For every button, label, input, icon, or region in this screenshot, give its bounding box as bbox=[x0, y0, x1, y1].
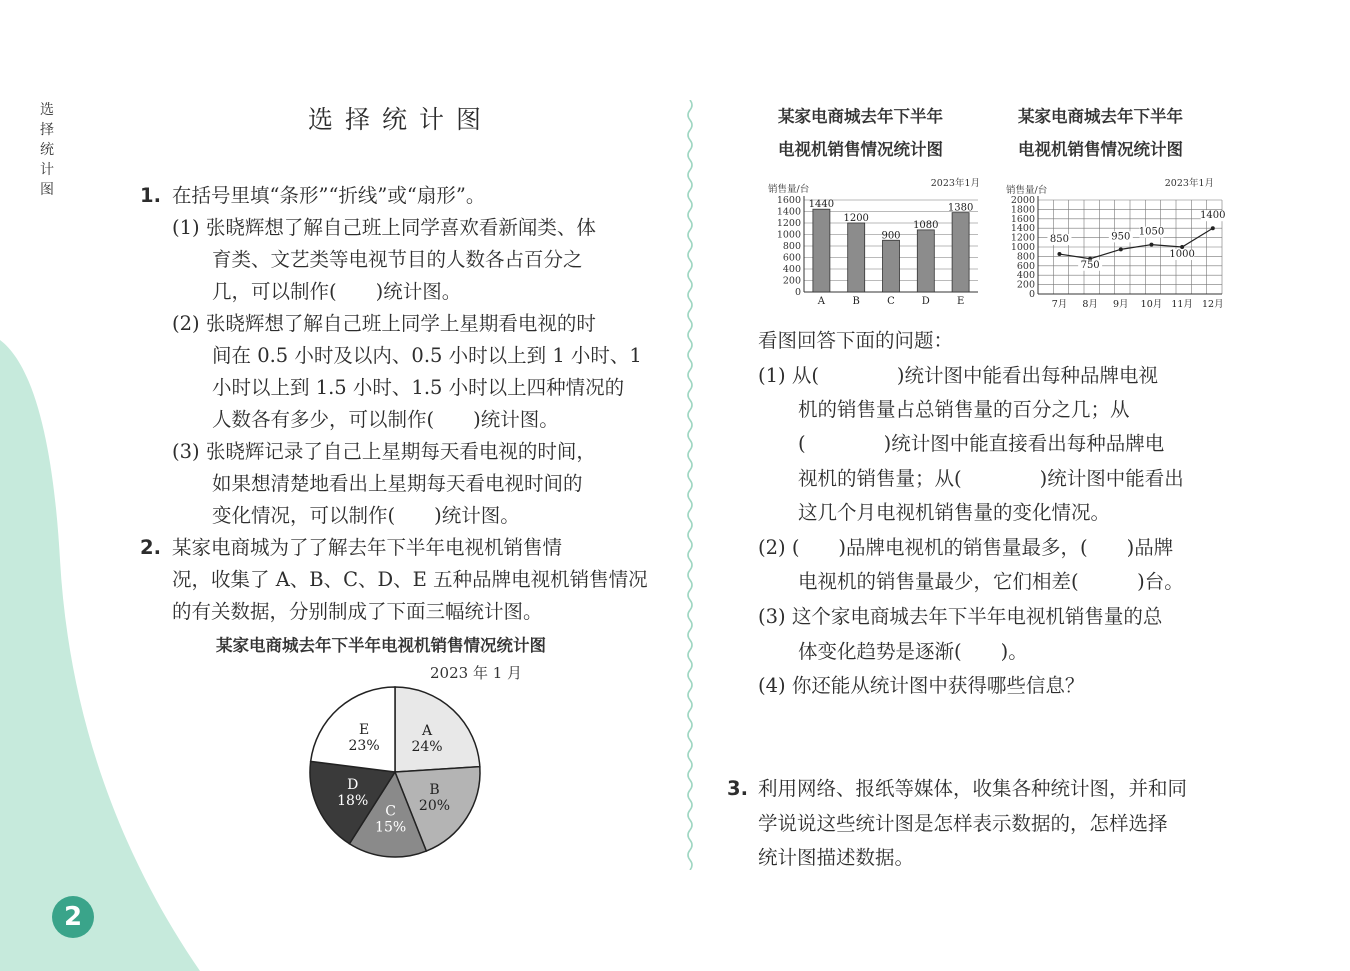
pie-label-percent: 15% bbox=[375, 819, 407, 836]
text-line: 机的销售量占总销售量的百分之几；从 bbox=[798, 398, 1130, 421]
bar-chart-ytick: 600 bbox=[782, 252, 801, 264]
line-chart-ytick: 800 bbox=[1016, 251, 1035, 263]
page-divider bbox=[684, 100, 696, 870]
bar-chart-date: 2023年1月 bbox=[930, 178, 980, 189]
line-chart-ytick: 600 bbox=[1016, 260, 1035, 272]
bar-chart-title-line-1: 某家电商城去年下半年 bbox=[778, 107, 943, 126]
text-line: 电视机的销售量最少，它们相差( )台。 bbox=[798, 570, 1184, 593]
bar-value-label: 1080 bbox=[913, 219, 939, 231]
pie-label-category: E bbox=[358, 721, 370, 738]
pie-label-percent: 18% bbox=[337, 792, 369, 809]
question-1-number: 1. bbox=[140, 184, 161, 207]
line-value-label: 950 bbox=[1111, 231, 1131, 243]
pie-slice-E bbox=[311, 687, 395, 772]
line-chart-ytick: 1200 bbox=[1010, 232, 1035, 244]
bar-C bbox=[883, 240, 900, 292]
line-chart-ytick: 1800 bbox=[1010, 204, 1035, 216]
pie-label-percent: 20% bbox=[418, 798, 451, 815]
question-2-number: 2. bbox=[140, 536, 161, 559]
text-line: (1) 张晓辉想了解自己班上同学喜欢看新闻类、体 bbox=[172, 216, 596, 239]
text-line: 如果想清楚地看出上星期每天看电视时间的 bbox=[212, 472, 583, 495]
text-line: 利用网络、报纸等媒体，收集各种统计图，并和同 bbox=[758, 777, 1188, 800]
line-category-label: 12月 bbox=[1202, 299, 1224, 310]
line-chart-ytick: 1000 bbox=[1010, 242, 1035, 253]
line-point bbox=[1119, 247, 1123, 251]
bar-chart-ytick: 1400 bbox=[776, 206, 801, 218]
pie-chart bbox=[300, 680, 490, 860]
side-tab-char: 择 bbox=[40, 122, 54, 138]
text-line: 看图回答下面的问题： bbox=[758, 329, 954, 352]
bar-chart-ytick: 200 bbox=[782, 275, 801, 287]
line-chart-ytick: 0 bbox=[1028, 289, 1035, 300]
text-line: (4) 你还能从统计图中获得哪些信息？ bbox=[758, 674, 1085, 697]
bar-category-label: B bbox=[852, 296, 860, 307]
bar-chart bbox=[760, 172, 985, 312]
line-value-label: 750 bbox=[1080, 259, 1100, 271]
text-line: 视机的销售量；从( )统计图中能看出 bbox=[798, 467, 1184, 490]
bar-category-label: E bbox=[956, 296, 965, 307]
bar-chart-ytick: 1200 bbox=[776, 218, 801, 229]
pie-label-category: B bbox=[429, 782, 440, 799]
bar-chart-ytick: 0 bbox=[794, 287, 801, 298]
line-chart-title-line-1: 某家电商城去年下半年 bbox=[1018, 107, 1183, 126]
text-line: 况，收集了 A、B、C、D、E 五种品牌电视机销售情况 bbox=[172, 568, 648, 591]
pie-label-category: C bbox=[385, 803, 396, 820]
line-category-label: 10月 bbox=[1140, 299, 1163, 310]
line-category-label: 8月 bbox=[1082, 299, 1098, 310]
line-category-label: 11月 bbox=[1171, 299, 1193, 310]
side-tab-char: 图 bbox=[40, 182, 54, 198]
text-line: (3) 这个家电商城去年下半年电视机销售量的总 bbox=[758, 605, 1163, 628]
bar-chart-ytick: 1600 bbox=[776, 195, 801, 206]
question-3-number: 3. bbox=[727, 777, 748, 800]
side-tab-char: 计 bbox=[40, 162, 54, 178]
bar-D bbox=[917, 230, 934, 292]
line-chart-ytick: 2000 bbox=[1010, 195, 1035, 206]
text-line: (2) 张晓辉想了解自己班上同学上星期看电视的时 bbox=[172, 312, 596, 335]
text-line: 某家电商城为了了解去年下半年电视机销售情 bbox=[172, 536, 563, 559]
pie-label-percent: 24% bbox=[411, 738, 443, 755]
bar-value-label: 1200 bbox=[843, 213, 869, 224]
pie-chart-title: 某家电商城去年下半年电视机销售情况统计图 bbox=[216, 636, 546, 655]
line-chart-ytick: 200 bbox=[1016, 279, 1035, 291]
bar-chart-title-line-2: 电视机销售情况统计图 bbox=[778, 140, 943, 159]
text-line: 学说说这些统计图是怎样表示数据的，怎样选择 bbox=[758, 812, 1168, 835]
text-line: (2) ( )品牌电视机的销售量最多，( )品牌 bbox=[758, 536, 1174, 559]
line-value-label: 850 bbox=[1049, 234, 1070, 246]
bar-value-label: 1380 bbox=[947, 202, 974, 214]
line-chart-ytick: 400 bbox=[1016, 270, 1035, 282]
bar-value-label: 1440 bbox=[808, 199, 835, 211]
bar-E bbox=[952, 213, 969, 292]
page-number: 2 bbox=[52, 896, 94, 938]
text-line: 几，可以制作( )统计图。 bbox=[212, 280, 462, 303]
line-category-label: 9月 bbox=[1113, 299, 1129, 310]
pie-label-category: A bbox=[421, 722, 433, 739]
line-chart-date: 2023年1月 bbox=[1164, 178, 1214, 189]
text-line: 这几个月电视机销售量的变化情况。 bbox=[798, 501, 1111, 524]
line-value-label: 1050 bbox=[1138, 226, 1165, 238]
line-chart bbox=[1000, 172, 1230, 317]
text-line: 小时以上到 1.5 小时、1.5 小时以上四种情况的 bbox=[212, 376, 625, 399]
bar-category-label: D bbox=[921, 296, 930, 307]
line-value-label: 1400 bbox=[1200, 210, 1226, 222]
line-point bbox=[1149, 243, 1153, 247]
pie-slice-A bbox=[395, 687, 480, 772]
side-tab-char: 选 bbox=[40, 102, 54, 118]
text-line: (1) 从( )统计图中能看出每种品牌电视 bbox=[758, 364, 1159, 387]
bar-value-label: 900 bbox=[881, 230, 901, 242]
text-line: ( )统计图中能直接看出每种品牌电 bbox=[798, 432, 1165, 455]
bar-chart-ytick: 400 bbox=[782, 264, 801, 275]
bar-chart-ytick: 1000 bbox=[776, 229, 801, 241]
line-chart-title-line-2: 电视机销售情况统计图 bbox=[1018, 140, 1183, 159]
text-line: 的有关数据，分别制成了下面三幅统计图。 bbox=[172, 600, 543, 623]
line-point bbox=[1057, 252, 1061, 256]
text-line: 间在 0.5 小时及以内、0.5 小时以上到 1 小时、1 bbox=[212, 344, 642, 367]
pie-label-category: D bbox=[347, 776, 359, 793]
text-line: 统计图描述数据。 bbox=[758, 846, 915, 869]
bar-A bbox=[813, 209, 830, 292]
line-chart-ytick: 1600 bbox=[1010, 213, 1035, 225]
text-line: 在括号里填“条形”“折线”或“扇形”。 bbox=[172, 184, 486, 207]
bar-chart-ytick: 800 bbox=[782, 241, 801, 252]
side-tab-label bbox=[38, 100, 56, 200]
text-line: (3) 张晓辉记录了自己上星期每天看电视的时间， bbox=[172, 440, 596, 463]
text-line: 变化情况，可以制作( )统计图。 bbox=[212, 504, 520, 527]
text-line: 育类、文艺类等电视节目的人数各占百分之 bbox=[212, 248, 583, 271]
line-value-label: 1000 bbox=[1169, 249, 1195, 260]
line-chart-ylabel: 销售量/台 bbox=[1006, 185, 1048, 196]
side-tab-char: 统 bbox=[40, 142, 54, 158]
bar-B bbox=[848, 223, 865, 292]
mint-corner-decoration bbox=[0, 0, 200, 971]
bar-category-label: C bbox=[887, 296, 895, 307]
line-chart-ytick: 1400 bbox=[1010, 223, 1035, 235]
line-category-label: 7月 bbox=[1051, 299, 1068, 310]
line-point bbox=[1211, 226, 1215, 230]
bar-chart-ylabel: 销售量/台 bbox=[768, 184, 810, 195]
page-title: 选择统计图 bbox=[308, 105, 494, 134]
pie-chart-date: 2023 年 1 月 bbox=[430, 664, 523, 682]
text-line: 人数各有多少，可以制作( )统计图。 bbox=[212, 408, 559, 431]
text-line: 体变化趋势是逐渐( )。 bbox=[798, 640, 1028, 663]
bar-category-label: A bbox=[817, 296, 826, 307]
pie-label-percent: 23% bbox=[348, 737, 380, 754]
